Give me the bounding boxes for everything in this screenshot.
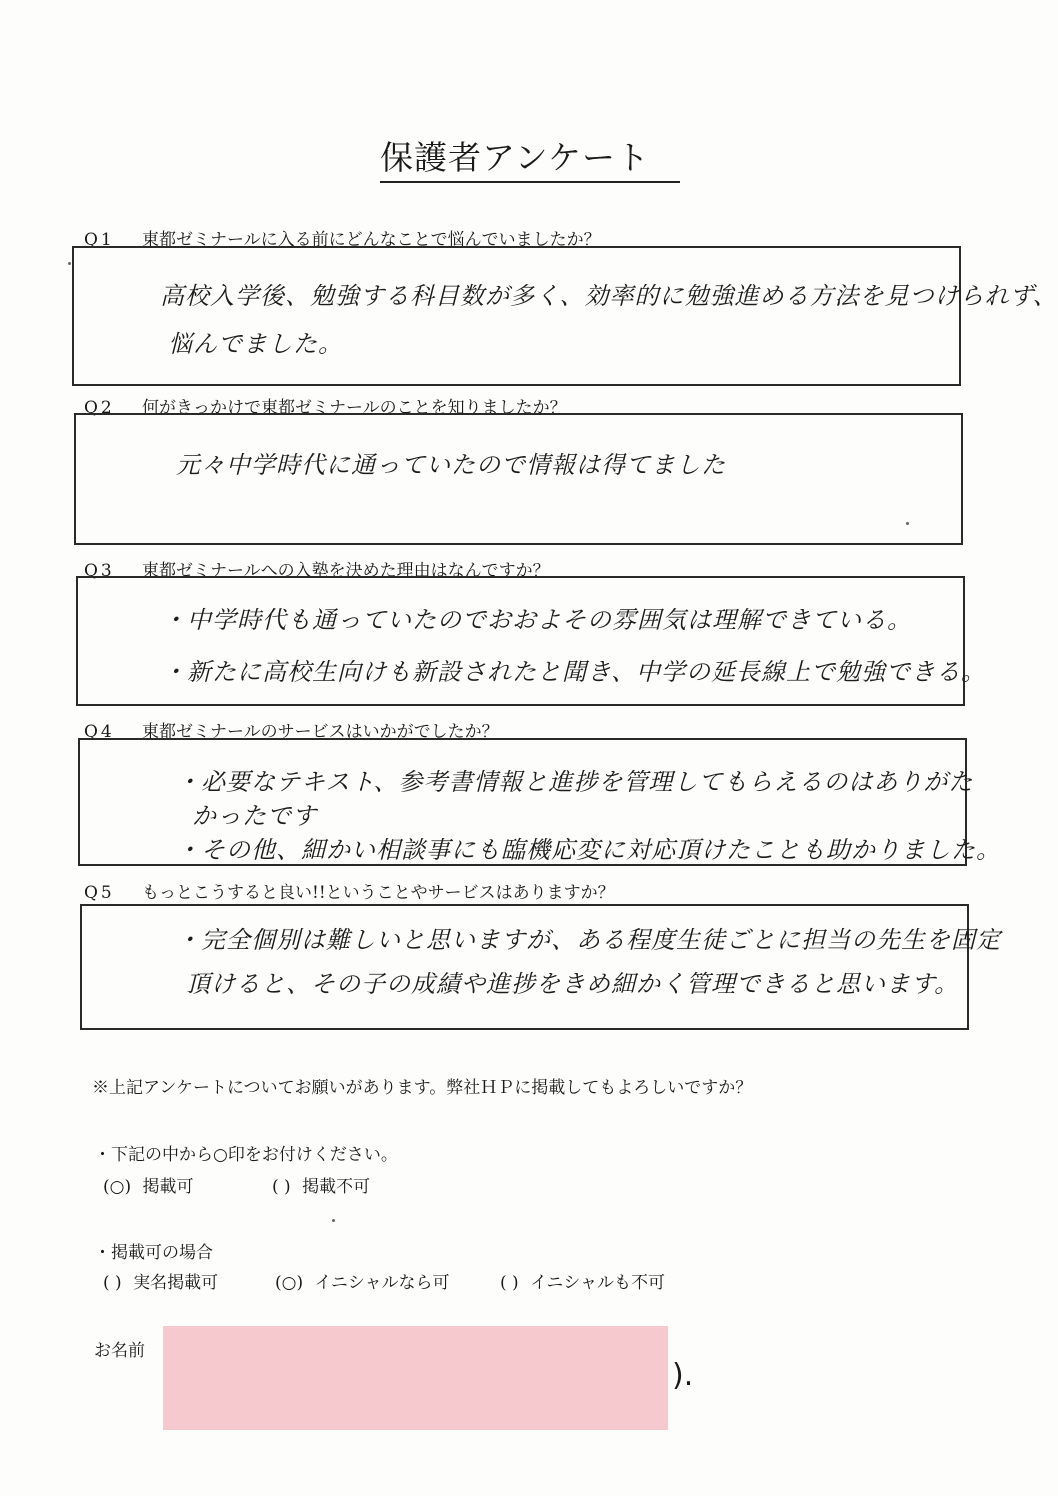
question-3-number: Q3 xyxy=(84,561,115,581)
option-publish-ok-mark: (○) xyxy=(103,1177,132,1197)
question-1-number: Q1 xyxy=(84,230,115,250)
option-initials-ok[interactable] xyxy=(275,1268,450,1293)
option-publish-ng-mark: ( ) xyxy=(272,1177,291,1197)
question-5-number: Q5 xyxy=(84,883,115,903)
option-real-name[interactable] xyxy=(103,1268,218,1293)
option-publish-ng[interactable] xyxy=(272,1172,370,1197)
question-2-number: Q2 xyxy=(84,398,115,418)
answer-3-line-2: ・新たに高校生向けも新設されたと聞き、中学の延長線上で勉強できる。 xyxy=(162,658,987,686)
answer-box-1 xyxy=(72,246,1058,386)
answer-1-line-1: 高校入学後、勉強する科目数が多く、効率的に勉強進める方法を見つけられず、 xyxy=(160,282,1058,310)
question-3-text: 東都ゼミナールへの入塾を決めた理由はなんですか？ xyxy=(142,561,550,581)
option-real-name-mark: ( ) xyxy=(103,1273,122,1293)
question-2-text: 何がきっかけで東都ゼミナールのことを知りましたか？ xyxy=(142,398,567,418)
answer-4-line-3: ・その他、細かい相談事にも臨機応変に対応頂けたことも助かりました。 xyxy=(176,836,1001,864)
option-initials-ok-label: イニシャルなら可 xyxy=(314,1273,450,1293)
option-initials-ok-mark: (○) xyxy=(275,1273,304,1293)
option-publish-ok[interactable] xyxy=(103,1172,194,1197)
answer-1-line-2: 悩んでました。 xyxy=(168,330,343,358)
question-5-label xyxy=(84,878,615,903)
answer-box-4 xyxy=(78,738,1001,866)
question-5-text: もっとこうすると良い!!ということやサービスはありますか？ xyxy=(142,883,615,903)
answer-4-line-2: かったです xyxy=(192,802,317,830)
name-close-paren: ). xyxy=(672,1358,694,1393)
answer-box-2 xyxy=(74,413,963,545)
question-4-number: Q4 xyxy=(84,722,115,742)
answer-5-line-1: ・完全個別は難しいと思いますが、ある程度生徒ごとに担当の先生を固定 xyxy=(176,926,1001,954)
scan-speck xyxy=(68,262,71,265)
page-title: 保護者アンケート xyxy=(380,132,680,183)
scan-speck xyxy=(906,522,909,525)
name-label: お名前 xyxy=(94,1341,145,1361)
scan-speck xyxy=(332,1219,335,1222)
option-initials-ng-label: イニシャルも不可 xyxy=(530,1273,666,1293)
answer-3-line-1: ・中学時代も通っていたのでおおよその雰囲気は理解できている。 xyxy=(162,606,912,634)
answer-box-5 xyxy=(80,904,1001,1030)
mark-instruction: ・下記の中から○印をお付けください。 xyxy=(94,1145,398,1165)
question-4-text: 東都ゼミナールのサービスはいかがでしたか？ xyxy=(142,722,499,742)
answer-5-line-2: 頂けると、その子の成績や進捗をきめ細かく管理できると思います。 xyxy=(186,970,960,998)
option-publish-ng-label: 掲載不可 xyxy=(302,1177,371,1197)
answer-box-3 xyxy=(76,576,987,706)
option-initials-ng[interactable] xyxy=(500,1268,665,1293)
name-redaction xyxy=(163,1326,668,1430)
question-1-text: 東都ゼミナールに入る前にどんなことで悩んでいましたか？ xyxy=(142,230,601,250)
answer-2-line-1: 元々中学時代に通っていたので情報は得てました xyxy=(176,451,726,479)
answer-4-line-1: ・必要なテキスト、参考書情報と進捗を管理してもらえるのはありがた xyxy=(176,768,974,796)
if-publish-heading: ・掲載可の場合 xyxy=(94,1243,213,1263)
option-real-name-label: 実名掲載可 xyxy=(133,1273,219,1293)
option-initials-ng-mark: ( ) xyxy=(500,1273,519,1293)
publish-request-note: ※上記アンケートについてお願いがあります。弊社ＨＰに掲載してもよろしいですか？ xyxy=(92,1078,753,1098)
option-publish-ok-label: 掲載可 xyxy=(142,1177,194,1197)
